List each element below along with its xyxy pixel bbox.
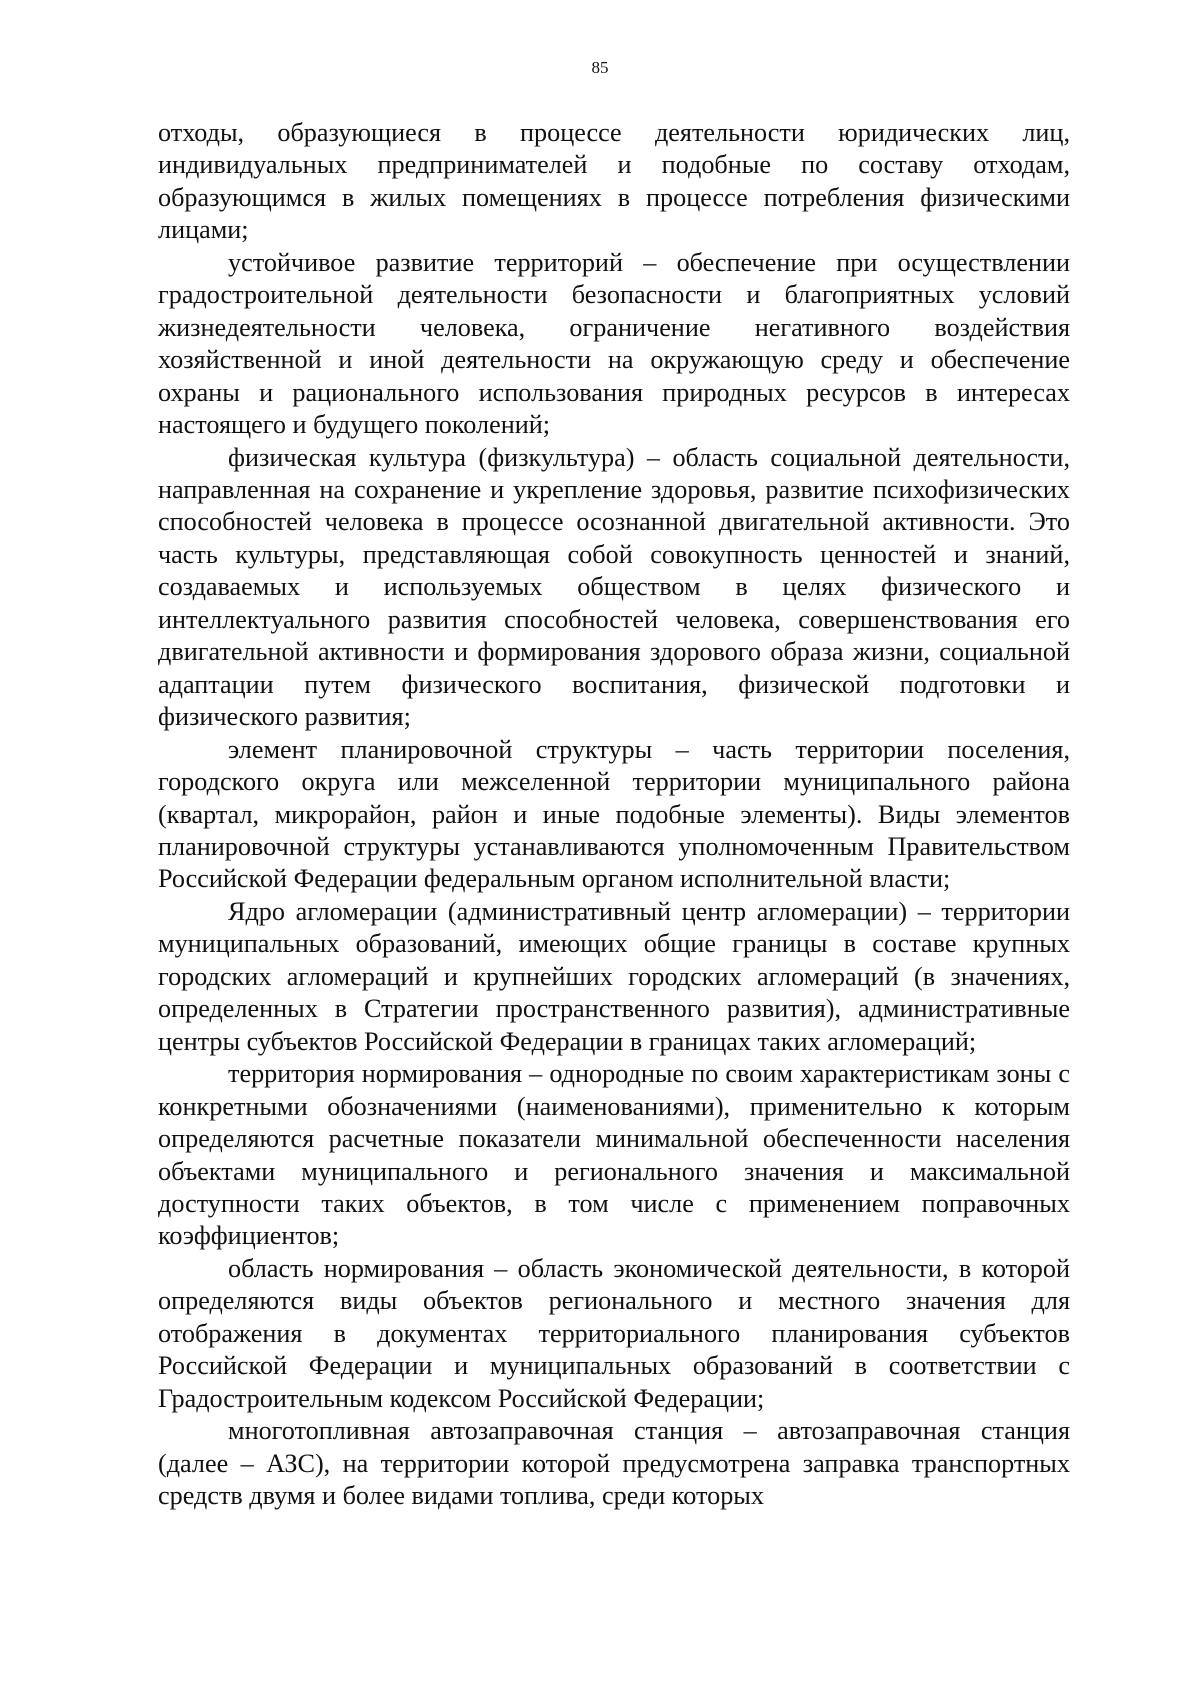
- paragraph: территория нормирования – однородные по своим характеристикам зоны с конкретными обозначениями (наименованиями), применительно к которым определяются расчетные показатели минимальной обеспеченности населения объектами муниципального и регионального значения и максимальной доступности таких объектов, в том числе с применением поправочных коэффициентов;: [158, 1059, 1070, 1251]
- paragraph: устойчивое развитие территорий – обеспечение при осуществлении градостроительной деятельности безопасности и благоприятных условий жизнедеятельности человека, ограничение негативного воздействия хозяйственной и иной деятельности на окружающую среду и обеспечение охраны и рационального использования природных ресурсов в интересах настоящего и будущего поколений;: [158, 247, 1070, 440]
- paragraph: физическая культура (физкультура) – область социальной деятельности, направленная на сохранение и укрепление здоровья, развитие психофизических способностей человека в процессе осознанной двигательной активности. Это часть культуры, представляющая собой совокупность ценностей и знаний, создаваемых и используемых обществом в целях физического и интеллектуального развития способностей человека, совершенствования его двигательной активности и формирования здорового образа жизни, социальной адаптации путем физического воспитания, физической подготовки и физического развития;: [158, 442, 1070, 732]
- paragraph: отходы, образующиеся в процессе деятельности юридических лиц, индивидуальных предпринимателей и подобные по составу отходам, образующимся в жилых помещениях в процессе потребления физическими лицами;: [158, 118, 1070, 245]
- document-body: [158, 117, 1070, 1512]
- page-number: 85: [591, 58, 609, 77]
- paragraph: Ядро агломерации (административный центр агломерации) – территории муниципальных образований, имеющих общие границы в составе крупных городских агломераций и крупнейших городских агломераций (в значениях, определенных в Стратегии пространственного развития), административные центры субъектов Российской Федерации в границах таких агломераций;: [158, 896, 1070, 1056]
- paragraph: многотопливная автозаправочная станция – автозаправочная станция (далее – АЗС), на территории которой предусмотрена заправка транспортных средств двумя и более видами топлива, среди которых: [158, 1416, 1070, 1511]
- paragraph: область нормирования – область экономической деятельности, в которой определяются виды объектов регионального и местного значения для отображения в документах территориального планирования субъектов Российской Федерации и муниципальных образований в соответствии с Градостроительным кодексом Российской Федерации;: [158, 1253, 1070, 1413]
- paragraph: элемент планировочной структуры – часть территории поселения, городского округа или межселенной территории муниципального района (квартал, микрорайон, район и иные подобные элементы). Виды элементов планировочной структуры устанавливаются уполномоченным Правительством Российской Федерации федеральным органом исполнительной власти;: [158, 734, 1070, 894]
